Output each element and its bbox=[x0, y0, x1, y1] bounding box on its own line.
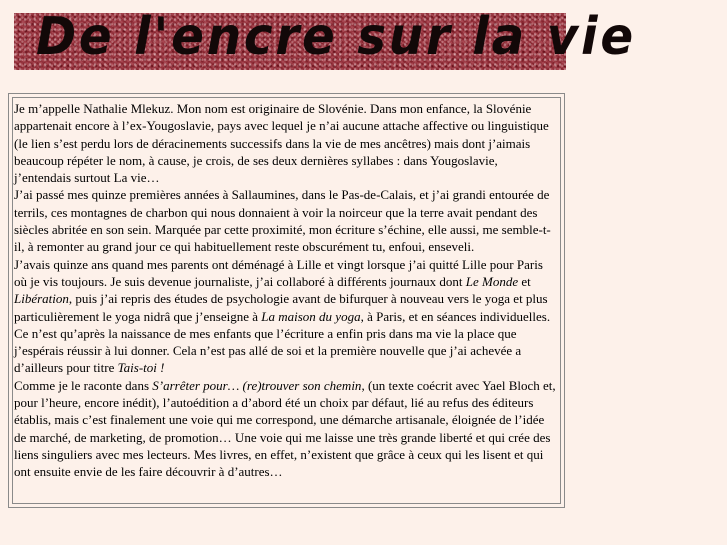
article-body bbox=[14, 100, 557, 481]
paragraph-origin: Je m’appelle Nathalie Mlekuz. Mon nom est originaire de Slovénie. Dans mon enfance, la Slovénie appartenait encore à l’ex-Yougoslavie, pays avec lequel je n’ai aucune attache affective ou linguistique (le lien s’est perdu lors de déracinements successifs dans la vie de mes ancêtres) mais dont j’aimais beaucoup répéter le nom, à cause, je crois, de ses deux dernières syllabes : dans Yougoslavie, j’entendais surtout La vie… bbox=[14, 101, 549, 186]
text-segment: Comme je le raconte dans bbox=[14, 377, 153, 393]
text-segment: J’avais quinze ans quand mes parents ont déménagé à Lille et vingt lorsque j’ai quitté Lille pour Paris où je vis toujours. Je suis devenue journaliste, j’ai collaboré à différents journaux dont bbox=[14, 256, 543, 289]
text-segment: , à Paris, et en séances individuelles. Ce n’est qu’après la naissance de mes enfants que l’écriture a enfin pris dans ma vie la place que j’espérais réussir à lui donner. Cela n’est pas allé de soi et la première nouvelle que j’ai achevée a d’ailleurs pour titre bbox=[14, 308, 551, 376]
title-maison-du-yoga: La maison du yoga bbox=[261, 308, 361, 324]
title-tais-toi: Tais-toi ! bbox=[117, 360, 165, 376]
content-frame bbox=[8, 93, 565, 508]
header-banner bbox=[14, 7, 636, 70]
paragraph-career bbox=[14, 256, 557, 377]
title-liberation: Libération bbox=[14, 291, 69, 307]
site-title: De l'encre sur la vie bbox=[36, 7, 636, 67]
title-book: S’arrêter pour… (re)trouver son chemin bbox=[152, 377, 362, 393]
paragraph-childhood: J’ai passé mes quinze premières années à Sallaumines, dans le Pas-de-Calais, et j’ai grandi entourée de terrils, ces montagnes de charbon qui nous donnaient à voir la noirceur que la terre avait pendant des siècles abritée en son sein. Marquée par cette proximité, mon écriture s’échine, elle aussi, me semble-t-il, à remonter au grand jour ce qui habituellement reste obscurément tu, enfoui, enseveli. bbox=[14, 187, 551, 255]
title-le-monde: Le Monde bbox=[465, 273, 519, 289]
paragraph-self-publishing bbox=[14, 377, 557, 481]
text-segment: , puis j’ai repris des études de psychologie avant de bifurquer à nouveau vers le yoga et plus particulièrement le yoga nidrâ que j’enseigne à bbox=[14, 291, 548, 324]
text-segment: , (un texte coécrit avec Yael Bloch et, pour l’heure, encore inédit), l’autoédition a d’abord été un choix par défaut, lié au refus des éditeurs établis, mais c’est finalement une voie qui me correspond, une démarche artisanale, éloignée de l’idée de marché, de marketing, de promotion… Une voie qui me laisse une très grande liberté et qui crée des liens singuliers avec mes lecteurs. Mes livres, en effet, n’existent que grâce à ceux qui les lisent et qui ont ensuite envie de les faire découvrir à d’autres… bbox=[14, 377, 556, 480]
text-segment: et bbox=[518, 273, 531, 289]
